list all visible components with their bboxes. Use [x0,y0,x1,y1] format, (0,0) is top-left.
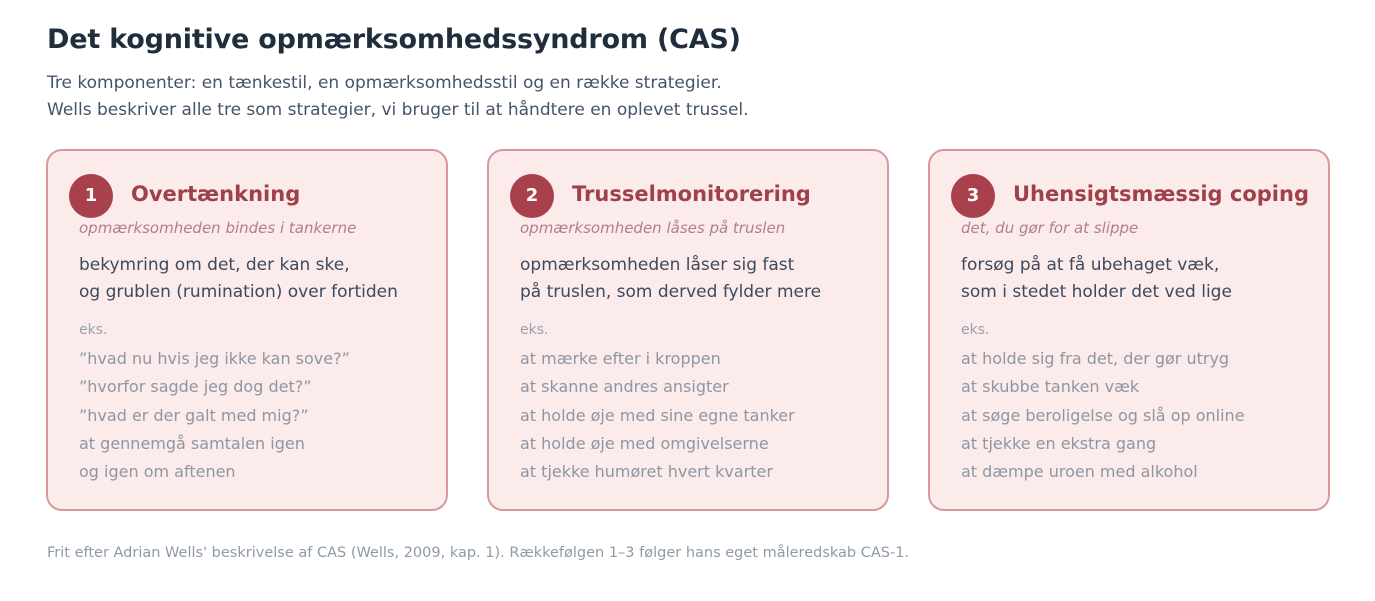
example-item: at søge beroligelse og slå op online [961,405,1245,425]
example-item: at skubbe tanken væk [961,377,1140,397]
description-line: som i stedet holder det ved lige [961,282,1232,302]
example-item: at tjekke humøret hvert kvarter [520,462,773,482]
card-title: Uhensigtsmæssig coping [1013,182,1309,206]
example-item: at holde øje med omgivelserne [520,433,769,453]
card-title: Trusselmonitorering [572,182,811,206]
example-item: ”hvorfor sagde jeg dog det?” [79,377,312,397]
component-cards [46,149,1330,511]
card-description [79,252,398,306]
card-number-badge: 3 [951,174,995,218]
example-item: ”hvad er der galt med mig?” [79,405,309,425]
card-subtitle: opmærksomheden bindes i tankerne [79,219,357,237]
example-item: at tjekke en ekstra gang [961,433,1157,453]
card-subtitle: opmærksomheden låses på truslen [520,219,786,237]
card-overthinking [46,149,448,511]
description-line: bekymring om det, der kan ske, [79,255,350,275]
example-item: at dæmpe uroen med alkohol [961,462,1198,482]
example-item: ”hvad nu hvis jeg ikke kan sove?” [79,349,350,368]
examples-label: eks. [961,322,990,338]
example-item: at holde øje med sine egne tanker [520,405,795,425]
description-line: forsøg på at få ubehaget væk, [961,255,1220,275]
example-item: at gennemgå samtalen igen [79,433,305,453]
page-title: Det kognitive opmærksomhedssyndrom (CAS) [47,24,741,55]
description-line: opmærksomheden låser sig fast [520,255,795,275]
description-line: og grublen (rumination) over fortiden [79,282,398,302]
card-threat-monitoring [487,149,889,511]
card-subtitle: det, du gør for at slippe [961,219,1139,237]
subtitle-line: Tre komponenter: en tænkestil, en opmærksomhedsstil og en række strategier. [47,73,722,93]
card-title: Overtænkning [131,182,301,206]
example-item: og igen om aftenen [79,462,236,482]
examples-list [79,345,350,486]
page-subtitle [47,70,749,124]
card-number-badge: 1 [69,174,113,218]
card-number-badge: 2 [510,174,554,218]
example-item: at mærke efter i kroppen [520,349,721,368]
description-line: på truslen, som derved fylder mere [520,282,822,302]
examples-label: eks. [520,322,549,338]
example-item: at skanne andres ansigter [520,377,729,397]
footer-note: Frit efter Adrian Wells' beskrivelse af CAS (Wells, 2009, kap. 1). Rækkefølgen 1–3 følger hans eget måleredskab CAS-1. [47,545,910,561]
example-item: at holde sig fra det, der gør utryg [961,349,1230,368]
card-description [520,252,821,306]
examples-list [961,345,1245,486]
card-unhelpful-coping [928,149,1330,511]
card-description [961,252,1232,306]
examples-label: eks. [79,322,108,338]
examples-list [520,345,795,486]
subtitle-line: Wells beskriver alle tre som strategier, vi bruger til at håndtere en oplevet trussel. [47,100,749,120]
